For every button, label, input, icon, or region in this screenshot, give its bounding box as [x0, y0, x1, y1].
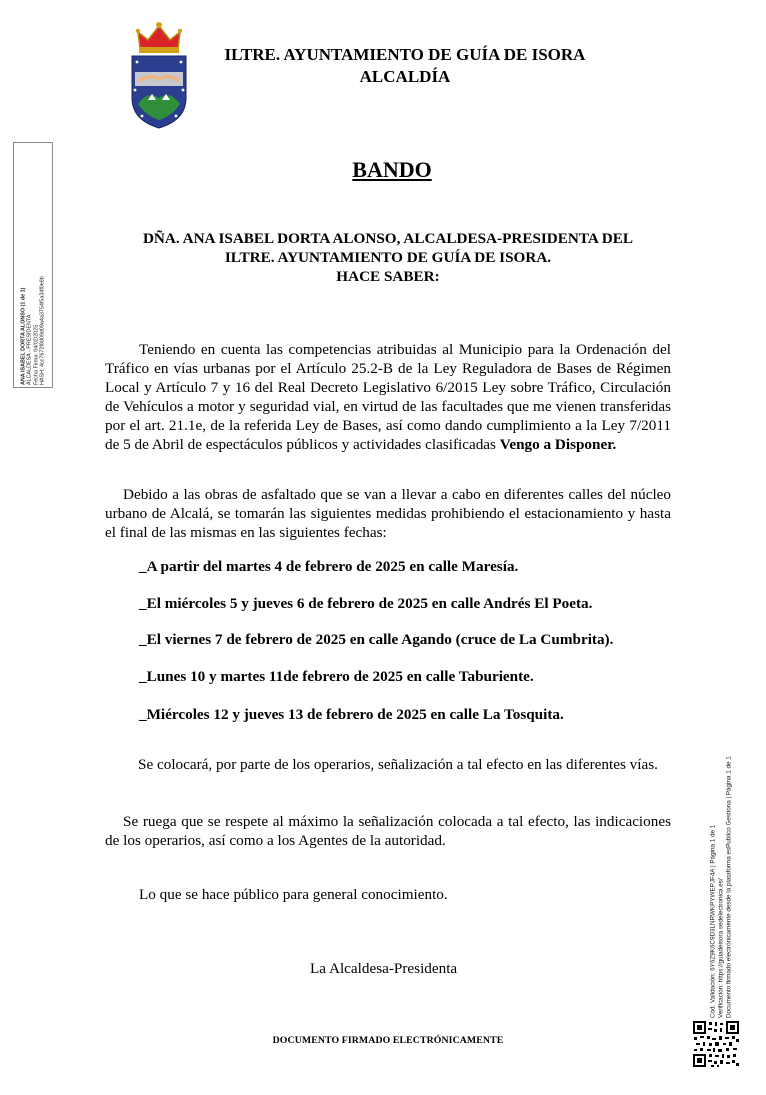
paragraph-legal-basis-text: Teniendo en cuenta las competencias atribuidas al Municipio para la Ordenación del Tráfico en vías urbanas por el Artículo 25.2-B de la Ley Reguladora de Bases de Régimen Local y Artículo 7 y 16 del Real Decreto Legislativo 6/2015 Ley sobre Tráfico, Circulación de Vehículos a motor y seguridad vial, en virtud de las facultades que me vienen transferidas por el art. 21.1e, de la referida Ley de Bases, así como dando cumplimiento a la Ley 7/2011 de 5 de Abril de espectáculos públicos y actividades clasificadas: [105, 341, 671, 453]
document-header: [195, 44, 615, 88]
paragraph-legal-basis-bold: Vengo a Disponer.: [499, 436, 617, 453]
paragraph-signage: Se colocará, por parte de los operarios, señalización a tal efecto en las diferentes vías.: [138, 756, 658, 773]
paragraph-works: Debido a las obras de asfaltado que se van a llevar a cabo en diferentes calles del núcleo urbano de Alcalá, se tomarán las siguientes medidas prohibiendo el estacionamiento y hasta el final de las mismas en las siguientes fechas:: [105, 486, 671, 541]
header-line-2: ALCALDÍA: [359, 67, 451, 86]
qr-code-icon: [692, 1020, 740, 1068]
date-item: _El viernes 7 de febrero de 2025 en calle Agando (cruce de La Cumbrita).: [139, 631, 614, 648]
intro-line-3: HACE SABER:: [336, 268, 440, 285]
stamp-date: Fecha Firma: 04/02/2025: [33, 324, 39, 385]
validation-code: Cód. Validación: 6Y6Z9K6C9D3LNRWKPYWEPJF4A | Página 1 de 1: [709, 824, 717, 1018]
validation-strip: [700, 688, 744, 1018]
intro-block: [105, 229, 671, 286]
closing-text: Lo que se hace público para general conocimiento.: [139, 886, 448, 903]
coat-of-arms-icon: [126, 20, 192, 130]
date-item: _Miércoles 12 y jueves 13 de febrero de 2025 en calle La Tosquita.: [139, 706, 564, 723]
paragraph-legal-basis: [105, 340, 671, 454]
intro-line-1: DÑA. ANA ISABEL DORTA ALONSO, ALCALDESA-PRESIDENTA DEL: [142, 230, 634, 247]
paragraph-request: Se ruega que se respete al máximo la señalización colocada a tal efecto, las indicaciones de los operarios, así como a los Agentes de la autoridad.: [105, 813, 671, 849]
validation-url: Verificación: https://guiadeisora.sedelectronica.es/: [717, 878, 725, 1018]
date-item: _El miércoles 5 y jueves 6 de febrero de 2025 en calle Andrés El Poeta.: [139, 595, 593, 612]
stamp-hash: HASH: 4cc7672f8d09d09a4a3754f5a34f0e8b: [39, 276, 46, 385]
header-line-1: ILTRE. AYUNTAMIENTO DE GUÍA DE ISORA: [224, 45, 586, 64]
stamp-signer: ANA ISABEL DORTA ALONSO (1 de 1): [20, 287, 27, 385]
validation-platform: Documento firmado electrónicamente desde la plataforma esPublico Gestiona | Página 1 de 1: [726, 756, 734, 1018]
footer-signed-notice: DOCUMENTO FIRMADO ELECTRÓNICAMENTE: [272, 1035, 504, 1046]
date-item: _A partir del martes 4 de febrero de 2025 en calle Maresía.: [139, 558, 519, 575]
signer-title: La Alcaldesa-Presidenta: [310, 960, 458, 977]
stamp-role: ALCALDESA - PRESIDENTA: [26, 314, 33, 385]
document-title: BANDO: [352, 157, 432, 182]
intro-line-2: ILTRE. AYUNTAMIENTO DE GUÍA DE ISORA.: [224, 249, 552, 266]
date-item: _Lunes 10 y martes 11de febrero de 2025 en calle Taburiente.: [139, 668, 534, 685]
